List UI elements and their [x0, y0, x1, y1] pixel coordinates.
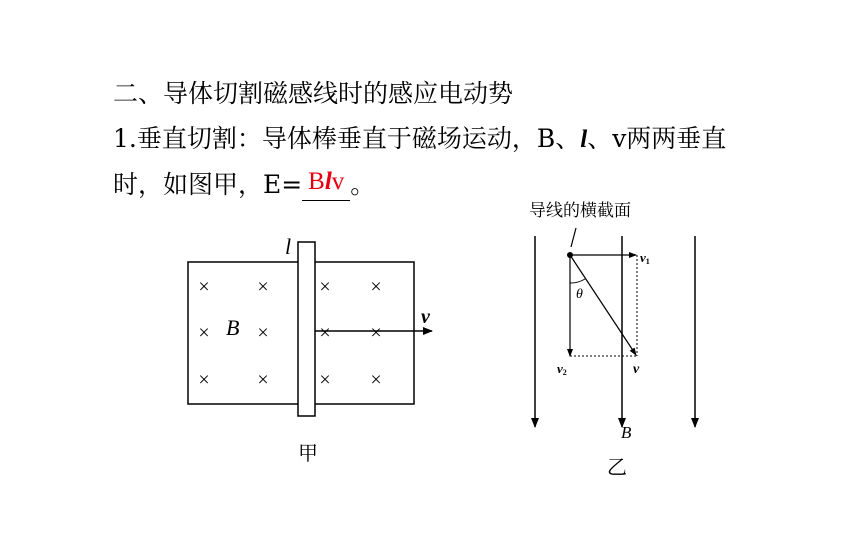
cross-mark: × [257, 276, 269, 298]
cross-mark: × [370, 369, 382, 391]
cross-mark: × [319, 369, 331, 391]
line3-suffix: 。 [350, 170, 376, 199]
cross-mark: × [257, 369, 269, 391]
v2-symbol: v [557, 361, 563, 376]
v2-label [557, 361, 567, 377]
cross-mark: × [370, 276, 382, 298]
item-1-l-symbol: l [580, 126, 588, 153]
pointer-line [571, 228, 576, 247]
cross-section-title: 导线的横截面 [529, 201, 631, 221]
theta-label: θ [576, 287, 583, 302]
caption-jia: 甲 [298, 441, 318, 465]
cross-mark: × [257, 322, 269, 344]
cross-mark: × [198, 276, 210, 298]
item-1-suffix: 、v两两垂直 [587, 124, 727, 153]
field-label-B: B [621, 423, 632, 442]
answer-B: B [308, 168, 325, 195]
wire-cross-section [567, 252, 573, 258]
v2-subscript: 2 [562, 368, 567, 377]
caption-yi: 乙 [607, 455, 627, 479]
velocity-label: v [421, 306, 430, 328]
v1-symbol: v [640, 250, 646, 265]
v1-subscript: 1 [645, 257, 650, 266]
cross-mark: × [198, 369, 210, 391]
v-arrow [570, 255, 636, 355]
cross-mark: × [198, 322, 210, 344]
figure-jia [188, 234, 432, 465]
section-title: 二、导体切割磁感线时的感应电动势 [113, 79, 514, 108]
answer-l: l [324, 168, 332, 195]
cross-mark: × [319, 322, 331, 344]
v1-label [640, 250, 650, 266]
answer-v: v [331, 168, 345, 195]
conductor-rod [298, 242, 315, 416]
cross-mark: × [319, 276, 331, 298]
item-1-prefix: 1.垂直切割：导体棒垂直于磁场运动，B、 [113, 124, 581, 153]
cross-mark: × [370, 322, 382, 344]
theta-arc [570, 279, 585, 283]
figure-yi [529, 201, 695, 479]
field-label-B: B [226, 315, 240, 340]
rod-label: l [285, 234, 292, 259]
v-label: v [633, 362, 640, 377]
line3-prefix: 时，如图甲，E= [113, 170, 303, 199]
